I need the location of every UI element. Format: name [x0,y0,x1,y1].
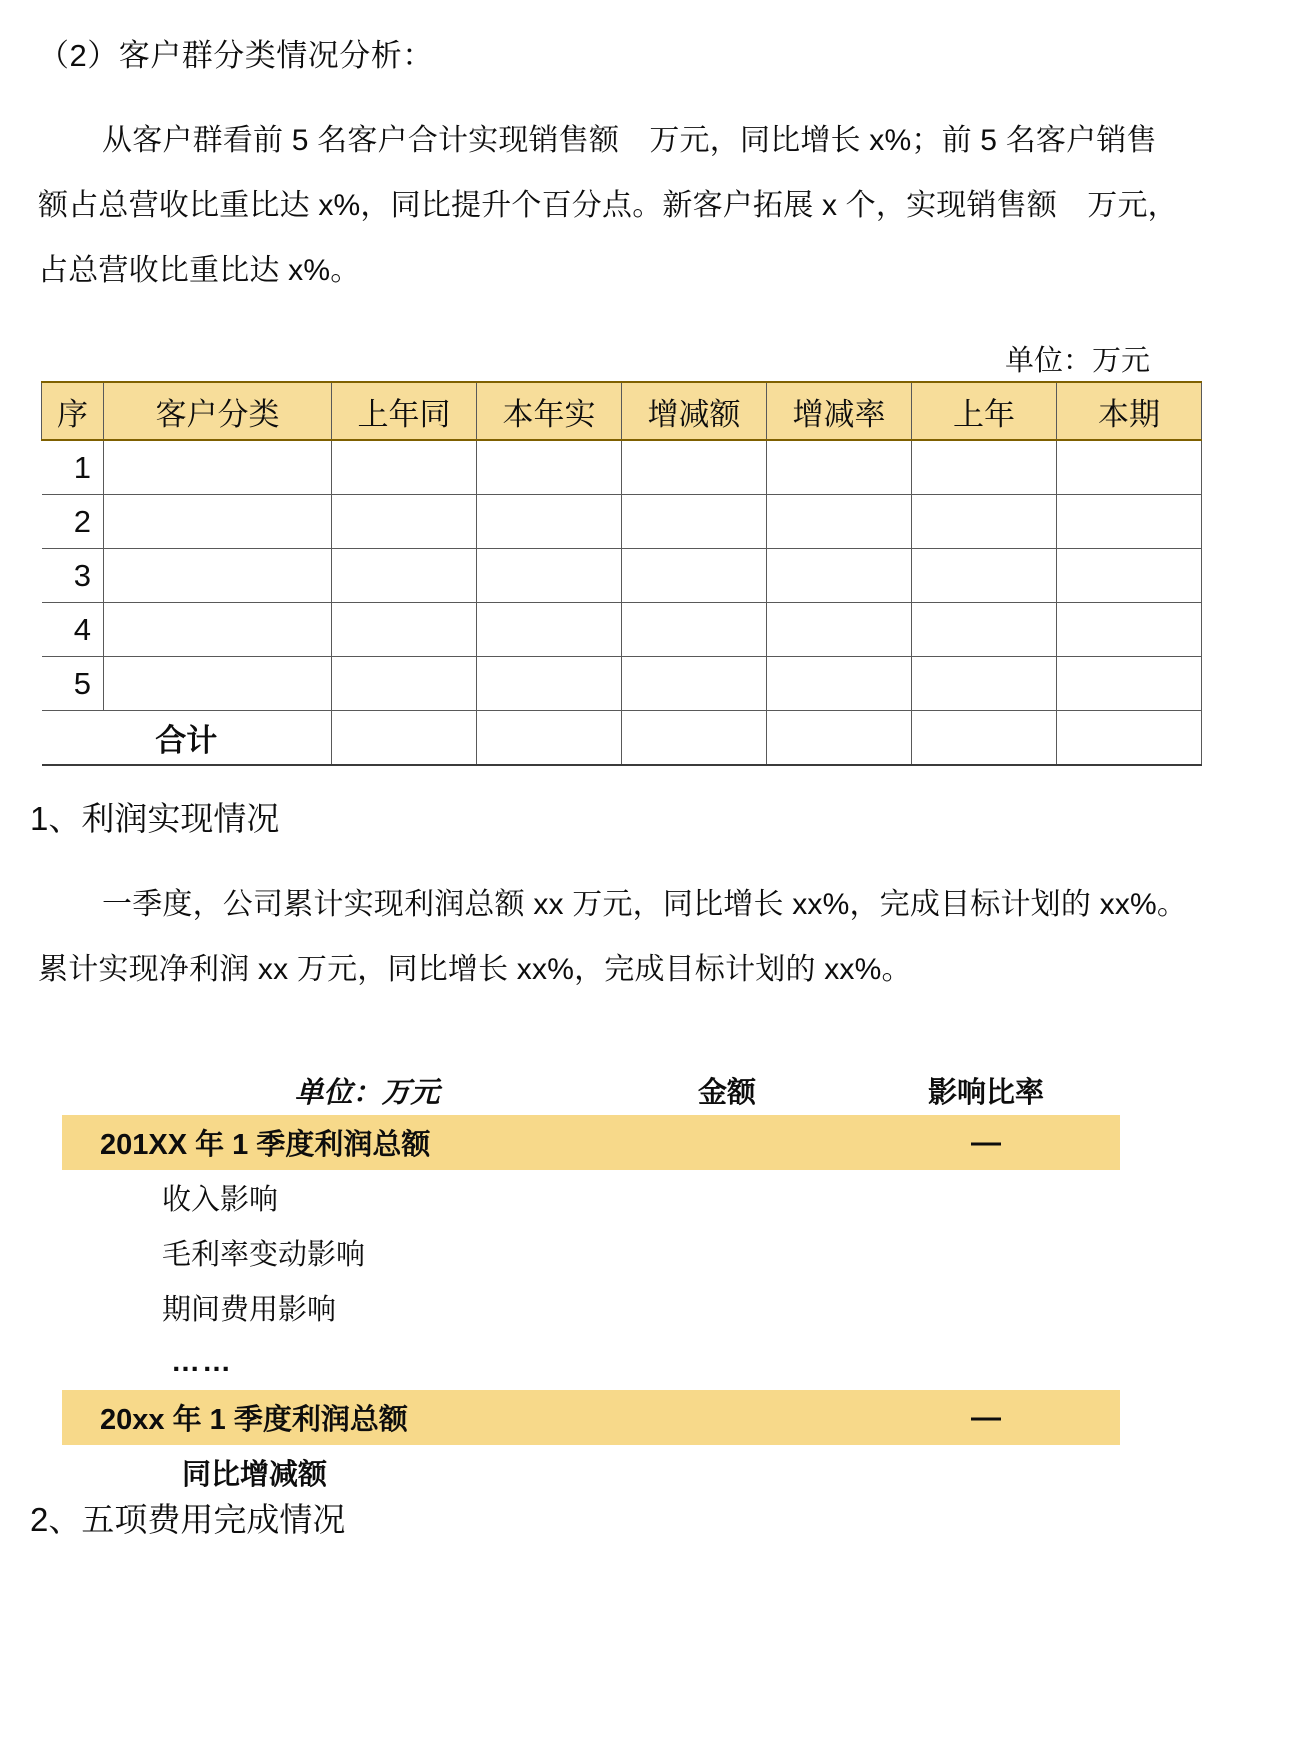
profit-row-label: 同比增减额 [182,1459,328,1491]
total-label: 合计 [42,711,332,766]
cell-change-amount[interactable] [622,440,767,495]
profit-row-total-end [62,1390,1120,1445]
column-header-current: 本期 [1057,382,1202,440]
cell-lastyear[interactable] [912,549,1057,603]
column-header-seq: 序 [42,382,104,440]
cell-thisyear-actual[interactable] [477,495,622,549]
cell-thisyear-actual[interactable] [477,603,622,657]
table-total-row [42,711,1202,766]
profit-column-header-rate: 影响比率 [927,1076,1044,1109]
cell-thisyear-actual[interactable] [477,440,622,495]
paragraph-customer-group [38,108,1278,303]
table-header-row [42,382,1202,440]
cell-category[interactable] [104,657,332,711]
profit-row-amount[interactable] [602,1225,852,1280]
profit-row-amount[interactable] [602,1445,852,1500]
row-index: 5 [42,657,104,711]
subsection-heading: （2）客户群分类情况分析： [38,38,434,73]
cell-lastyear-same[interactable] [332,549,477,603]
cell-lastyear-same[interactable] [332,603,477,657]
cell-change-rate[interactable] [767,440,912,495]
customer-table-unit-label: 单位：万元 [1004,345,1150,377]
paragraph-profit [38,872,1278,1002]
table-row [42,657,1202,711]
profit-table-header-row [62,1065,1120,1115]
cell-total-lastyear-same[interactable] [332,711,477,766]
paragraph-line: 累计实现净利润 xx 万元，同比增长 xx%，完成目标计划的 xx%。 [38,953,912,986]
profit-bridge-table [62,1065,1120,1500]
row-index: 1 [42,440,104,495]
cell-total-thisyear-actual[interactable] [477,711,622,766]
paragraph-line: 从客户群看前 5 名客户合计实现销售额 万元，同比增长 x%；前 5 名客户销售 [102,124,1157,157]
profit-row-rate[interactable] [852,1170,1120,1225]
profit-column-header-unit: 单位：万元 [294,1076,440,1109]
column-header-thisyear-actual: 本年实 [477,382,622,440]
cell-category[interactable] [104,549,332,603]
table-row [42,495,1202,549]
profit-row-amount[interactable] [602,1280,852,1335]
cell-lastyear[interactable] [912,603,1057,657]
column-header-change-rate: 增减率 [767,382,912,440]
profit-row-label: 期间费用影响 [162,1294,337,1326]
profit-row-total-begin [62,1115,1120,1170]
column-header-category: 客户分类 [104,382,332,440]
profit-row-amount[interactable] [602,1390,852,1445]
cell-change-amount[interactable] [622,495,767,549]
cell-total-change-rate[interactable] [767,711,912,766]
profit-row-label: 毛利率变动影响 [162,1239,366,1271]
cell-current[interactable] [1057,603,1202,657]
profit-row-label: 收入影响 [162,1184,279,1216]
section-heading-profit: 1、利润实现情况 [30,800,280,837]
cell-current[interactable] [1057,657,1202,711]
profit-row-ellipsis [62,1335,1120,1390]
profit-row-amount[interactable] [602,1115,852,1170]
table-row [42,549,1202,603]
cell-current[interactable] [1057,440,1202,495]
customer-classification-table [41,381,1202,766]
cell-total-change-amount[interactable] [622,711,767,766]
cell-lastyear-same[interactable] [332,495,477,549]
cell-lastyear[interactable] [912,657,1057,711]
profit-row-rate[interactable] [852,1445,1120,1500]
cell-change-rate[interactable] [767,603,912,657]
cell-current[interactable] [1057,495,1202,549]
cell-change-amount[interactable] [622,657,767,711]
profit-row-rate[interactable] [852,1225,1120,1280]
table-row [42,440,1202,495]
column-header-lastyear: 上年 [912,382,1057,440]
cell-total-lastyear[interactable] [912,711,1057,766]
profit-row-amount[interactable] [602,1170,852,1225]
cell-category[interactable] [104,603,332,657]
profit-column-header-amount: 金额 [697,1076,756,1109]
column-header-change-amount: 增减额 [622,382,767,440]
column-header-lastyear-same: 上年同 [332,382,477,440]
cell-change-amount[interactable] [622,549,767,603]
profit-row-yoy-change [62,1445,1120,1500]
table-row [42,603,1202,657]
cell-lastyear-same[interactable] [332,440,477,495]
cell-change-rate[interactable] [767,495,912,549]
profit-row-label: 201XX 年 1 季度利润总额 [62,1115,602,1170]
cell-change-rate[interactable] [767,657,912,711]
paragraph-line: 额占总营收比重比达 x%，同比提升个百分点。新客户拓展 x 个，实现销售额 万元， [38,189,1178,222]
cell-lastyear[interactable] [912,440,1057,495]
profit-row-amount [602,1335,852,1390]
profit-row-rate: — [852,1390,1120,1445]
profit-row-rate: — [852,1115,1120,1170]
profit-row-revenue-impact [62,1170,1120,1225]
cell-lastyear-same[interactable] [332,657,477,711]
cell-total-current[interactable] [1057,711,1202,766]
row-index: 3 [42,549,104,603]
row-index: 4 [42,603,104,657]
cell-lastyear[interactable] [912,495,1057,549]
cell-change-amount[interactable] [622,603,767,657]
profit-row-margin-impact [62,1225,1120,1280]
cell-category[interactable] [104,440,332,495]
profit-row-rate[interactable] [852,1280,1120,1335]
row-index: 2 [42,495,104,549]
paragraph-line: 占总营收比重比达 x%。 [38,254,361,287]
profit-row-label: …… [171,1346,233,1378]
cell-category[interactable] [104,495,332,549]
cell-change-rate[interactable] [767,549,912,603]
cell-current[interactable] [1057,549,1202,603]
section-heading-expenses: 2、五项费用完成情况 [30,1501,346,1538]
paragraph-line: 一季度，公司累计实现利润总额 xx 万元，同比增长 xx%，完成目标计划的 xx%。 [102,888,1188,921]
profit-row-rate [852,1335,1120,1390]
cell-thisyear-actual[interactable] [477,657,622,711]
profit-row-label: 20xx 年 1 季度利润总额 [62,1390,602,1445]
cell-thisyear-actual[interactable] [477,549,622,603]
profit-row-period-expense-impact [62,1280,1120,1335]
